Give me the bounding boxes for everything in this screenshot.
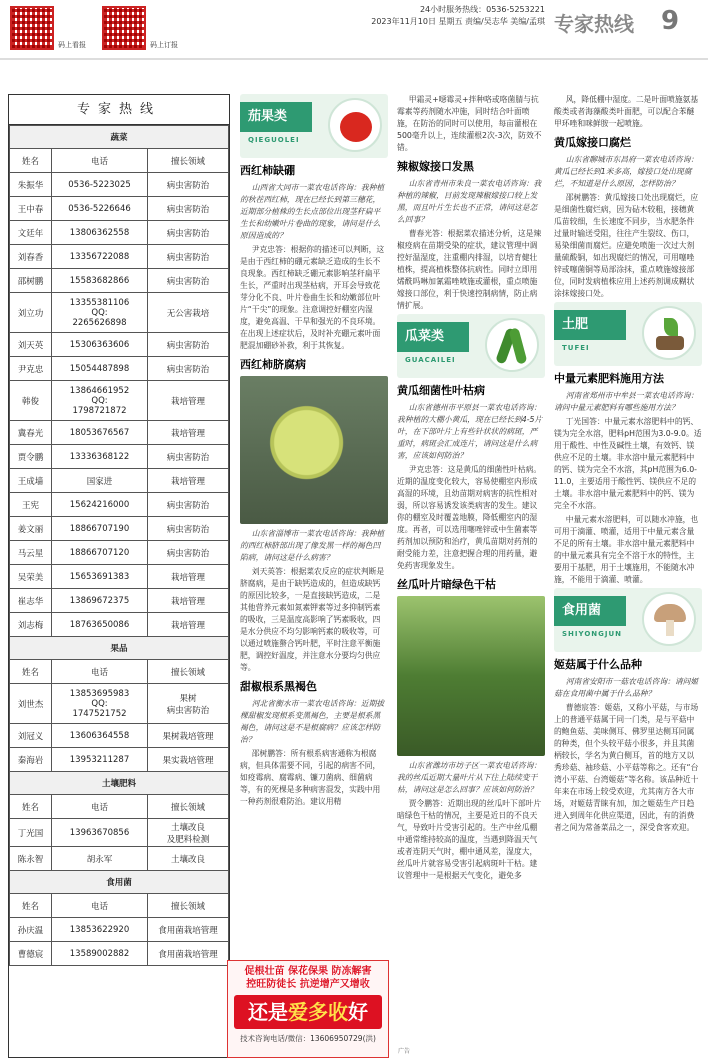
table-cell-name: 王成墙 <box>10 469 52 493</box>
article-answer: 邵树鹏答：所有根系病害通称为根腐病，但具体需要不同，引起的病害不同，如疫霉病、腐霉病、镰刀菌病、细菌病等，有的死棵是多种病害混发，实践中用一种药剂很难防治。建议用精 <box>240 749 381 806</box>
article-answer: 曹春光答：根据菜农描述分析，这是辣椒疫病在苗期受染的症状，建议管理中调控好温湿度，注重棚内排湿，以培育健壮植株，提高植株整体抗病性。同时立即用烯酰吗啉加氰霜唑喷施或灌根，重点喷施嫁接口部位，利于快速控制病情，防止病情扩展。 <box>397 229 542 310</box>
table-cell-name: 吴荣美 <box>10 565 52 589</box>
article-title: 中量元素肥料施用方法 <box>554 372 664 385</box>
table-row <box>10 918 229 942</box>
table-cell-name: 刘世杰 <box>10 684 52 724</box>
table-cell-field: 病虫害防治 <box>148 269 229 293</box>
table-cell-name: 刘冠义 <box>10 724 52 748</box>
qr-code-icon[interactable] <box>102 6 146 50</box>
article-answer: 邵树鹏答：黄瓜嫁接口处出现腐烂，应是细菌性腐烂病，因为砧木较粗，接穗黄瓜苗较细，生长速度不同步，当水肥条件过量时输送受阻，往往产生裂纹、伤口，易染细菌而腐烂。应避免喷施一次过大剂量硫酸铜，如出现腐烂的情况，可用噻唑锌或噻菌铜等局部涂抹，重点喷施嫁接部位，同时发病植株应用上述药剂调成糊状涂抹嫁接口处。 <box>554 193 699 298</box>
category-badge-tufei <box>554 302 702 366</box>
page-header <box>0 0 708 62</box>
table-row <box>10 565 229 589</box>
column-header: 擅长领域 <box>148 795 229 819</box>
table-cell-field: 病虫害防治 <box>148 517 229 541</box>
table-cell-field: 果树栽培管理 <box>148 724 229 748</box>
table-cell-tel[interactable]: 13853622920 <box>52 918 148 942</box>
column-header: 电话 <box>52 795 148 819</box>
table-cell-field: 病虫害防治 <box>148 541 229 565</box>
article-answer: 尹克忠答：根据你的描述可以判断，这是由于西红柿的硼元素缺乏造成的生长不良现象。西红柿缺乏硼元素影响茎秆扁平生长，严重时出现茎枯病，开耳会导致花芽分化不良、叶片卷曲生长和幼嫩部位叶片“干尖”的现象。注意调控好棚室内湿度，避免高温、干旱和强光的不良环境。在出现上述症状后，及时补充硼元素叶面肥混加硼砂补救，利于其恢复。 <box>240 245 385 350</box>
table-cell-tel[interactable]: 13336368122 <box>52 445 148 469</box>
table-row <box>10 589 229 613</box>
article-answer: 贾令鹏答：近期出现的丝瓜叶下部叶片暗绿色干枯的情况，主要是近日的不良天气，导致叶片受害引起的。生产中丝瓜棚中通常维持较高的温度，当遇到降温天气或者连阴天气时，棚中通风差，湿度大，丝瓜叶片就容易受害引起病斑叶干枯。建议管理中一是根据天气变化，避免多 <box>397 799 542 880</box>
table-row <box>10 381 229 421</box>
table-cell-field: 病虫害防治 <box>148 493 229 517</box>
table-cell-name: 邵树鹏 <box>10 269 52 293</box>
article-title: 西红柿缺硼 <box>240 164 295 177</box>
table-cell-name: 刘春香 <box>10 245 52 269</box>
table-cell-field: 无公害栽培 <box>148 293 229 333</box>
table-cell-tel[interactable]: 0536-5226646 <box>52 197 148 221</box>
table-cell-tel[interactable]: 15653691383 <box>52 565 148 589</box>
table-cell-tel[interactable]: 18866707120 <box>52 541 148 565</box>
table-cell-name: 刘志梅 <box>10 613 52 637</box>
badge-pinyin: GUACAILEI <box>405 356 456 364</box>
article-title: 丝瓜叶片暗绿色干枯 <box>397 578 496 591</box>
article-continued: 风，降低棚中湿度。二是叶面喷施氨基酸类或者海藻酸类叶面肥，可以配合苯醚甲环唑和咪鲜胺一起喷施。 <box>554 95 699 128</box>
article-question: 河南省郑州市中牟县一菜农电话咨询：请问中量元素肥料有哪些施用方法？ <box>554 391 699 412</box>
table-cell-field: 病虫害防治 <box>148 173 229 197</box>
table-cell-tel[interactable]: 13864661952 QQ: 1798721872 <box>52 381 148 421</box>
column-header: 姓名 <box>10 149 52 173</box>
hotline-text: 24小时服务热线：0536-5253221 <box>419 5 545 14</box>
article-answer: 尹克忠答：这是黄瓜的细菌性叶枯病。近期的温度变化较大，容易使棚室内形成高湿的环境，且幼苗期对病害的抗性相对弱，所以容易诱发该类病害的发生。建议你的棚室及时覆盖地膜，降低棚室内的湿度。再者，可以选用噻唑锌或中生菌素等药剂加以预防和治疗，黄瓜苗期对药剂的耐受能力差，注意把握合理的用药量，避免药害现象发生。 <box>397 465 542 570</box>
category-badge-qieguo <box>240 94 388 158</box>
table-cell-name: 王宪 <box>10 493 52 517</box>
table-cell-tel[interactable]: 13953211287 <box>52 748 148 772</box>
table-cell-name: 贾令鹏 <box>10 445 52 469</box>
section-title: 专家热线 <box>554 12 634 36</box>
table-cell-field: 栽培管理 <box>148 613 229 637</box>
table-cell-tel[interactable]: 13963670856 <box>52 819 148 847</box>
column-2 <box>397 94 545 884</box>
article-question: 山东省聊城市东昌府一菜农电话咨询：黄瓜已经长到1米多高，嫁接口处出现腐烂，不知道是什么原因，怎样防治？ <box>554 155 699 188</box>
table-row <box>10 245 229 269</box>
table-cell-tel[interactable]: 13589002882 <box>52 942 148 966</box>
article-title: 西红柿脐腐病 <box>240 358 306 371</box>
table-cell-field: 病虫害防治 <box>148 197 229 221</box>
column-header: 擅长领域 <box>148 149 229 173</box>
expert-table <box>9 125 229 966</box>
article-title: 姬菇属于什么品种 <box>554 658 642 671</box>
table-cell-tel[interactable]: 13355381106 QQ: 2265626898 <box>52 293 148 333</box>
article-question: 山西省大同市一菜农电话咨询：我种植的秋茬西红柿，现在已经长到第三穗花，近期部分植株的生长点部位出现茎秆扁平生长和幼嫩叶片卷曲的现象，请问是什么原因造成的？ <box>240 183 385 240</box>
cucumber-icon <box>485 318 539 372</box>
column-header: 姓名 <box>10 795 52 819</box>
table-row <box>10 613 229 637</box>
article-title: 甜椒根系黑褐色 <box>240 680 317 693</box>
table-row <box>10 847 229 871</box>
date-line: 2023年11月10日 星期五 责编/吴志华 美编/孟琪 <box>371 17 545 26</box>
column-header: 擅长领域 <box>148 894 229 918</box>
article-title: 黄瓜细菌性叶枯病 <box>397 384 485 397</box>
table-row <box>10 748 229 772</box>
table-cell-name: 文廷年 <box>10 221 52 245</box>
mushroom-icon <box>642 592 696 646</box>
table-cell-field: 病虫害防治 <box>148 245 229 269</box>
table-cell-tel[interactable]: 13356722088 <box>52 245 148 269</box>
table-cell-name: 崔志华 <box>10 589 52 613</box>
ad-slogan-pre: 还是 <box>248 1000 288 1024</box>
article-question: 山东省淄博市一菜农电话咨询：我种植的西红柿脐部出现了像发黑一样的褐色凹陷病，请问这是什么病害？ <box>240 529 385 562</box>
table-cell-field: 病虫害防治 <box>148 221 229 245</box>
table-row <box>10 942 229 966</box>
column-header: 电话 <box>52 660 148 684</box>
table-row <box>10 541 229 565</box>
badge-label: 茄果类 <box>240 102 312 132</box>
header-info <box>355 4 545 28</box>
table-cell-name: 刘立功 <box>10 293 52 333</box>
table-cell-field: 栽培管理 <box>148 381 229 421</box>
article-answer: 中量元素水溶肥料，可以随水冲施，也可用于滴灌、喷灌，适用于中量元素含量不足的所有土壤。非水溶中量元素肥料中的中量元素具有完全不溶于水的特性，主要用于基肥，用于土壤施用，不能随水冲施，不能用于滴灌、喷灌。 <box>554 515 699 584</box>
column-header: 电话 <box>52 149 148 173</box>
table-cell-name: 孙庆温 <box>10 918 52 942</box>
article-answer: 曹德宸答：姬菇，又称小平菇，与市场上的普通平菇属于同一门类，是与平菇中的鲍鱼菇、美味侧耳、佛罗里达侧耳同属的种类，但个头较平菇小很多，并且其菌柄较长，学名为黄白侧耳，首的地方又以秀珍菇、袖珍菇、小平菇等称之。还有“台湾小平菇、台湾姬菇”等名称。该品种近十年来在市场上较受欢迎，尤其南方各大市场，对姬菇青睐有加，加之姬菇生产日趋进入到周年化供应渠道，因此，有的消费者之间为常备菜品之一，深受食客欢迎。 <box>554 703 699 832</box>
article-answer: 刘天英答：根据菜农反应的症状判断是脐腐病，是由于缺钙造成的，但造成缺钙的原因比较多，一是直接缺钙造成，二是其他营养元素如氮素钾素等过多抑制钙素的吸收，三是温度高影响了钙素吸收，四是水分供应不均匀影响钙素的吸收等，可以通过喷施螯合钙叶肥，平时注意平衡施肥，调控好温度，并注意水分要均匀供应等。 <box>240 567 385 672</box>
column-header: 擅长领域 <box>148 660 229 684</box>
table-cell-name: 丁光国 <box>10 819 52 847</box>
article-answer: 丁光国答：中量元素水溶肥料中的钙、镁为完全水溶，肥料pH范围为3.0-9.0。适用于酸性、中性及碱性土壤，有效钙、镁供应不足的土壤。非水溶中量元素肥料中的钙、镁为完全不水溶，其pH范围为6.0-11.0，主要适用于酸性钙、镁供应不足的土壤。非水溶中量元素肥料中的钙、镁为完全不水溶。 <box>554 417 702 510</box>
ad-contact: 技术咨询电话/微信：13606950729(洪) <box>240 1034 376 1043</box>
table-cell-field: 病虫害防治 <box>148 445 229 469</box>
category-badge-shiyongjun <box>554 588 702 652</box>
badge-label: 食用菌 <box>554 596 626 626</box>
table-cell-tel[interactable]: 18866707190 <box>52 517 148 541</box>
table-cell-tel[interactable]: 13853695983 QQ: 1747521752 <box>52 684 148 724</box>
ad-line-2: 控旺防徒长 抗逆增产又增收 <box>246 979 370 990</box>
table-cell-name: 秦海岩 <box>10 748 52 772</box>
loofah-photo <box>397 596 545 756</box>
article-question: 山东省青州市朱良一菜农电话咨询：我种植的辣椒，目前发现辣椒嫁接口较上发黑，而且叶片生长也不正常，请问这是怎么回事？ <box>397 179 542 224</box>
category-badge-guacai <box>397 314 545 378</box>
column-header: 姓名 <box>10 894 52 918</box>
table-cell-tel[interactable]: 13869672375 <box>52 589 148 613</box>
table-cell-name: 姜文丽 <box>10 517 52 541</box>
table-cell-tel[interactable]: 胡永军 <box>52 847 148 871</box>
badge-label: 瓜菜类 <box>397 322 469 352</box>
tomato-icon <box>328 98 382 152</box>
ad-tag: 广告 <box>397 1048 410 1055</box>
table-cell-field: 栽培管理 <box>148 421 229 445</box>
table-cell-field: 栽培管理 <box>148 589 229 613</box>
table-row <box>10 724 229 748</box>
table-cell-tel[interactable]: 18763650086 <box>52 613 148 637</box>
badge-pinyin: SHIYONGJUN <box>562 630 623 638</box>
table-cell-tel[interactable]: 15054487898 <box>52 357 148 381</box>
table-row <box>10 357 229 381</box>
article-title: 黄瓜嫁接口腐烂 <box>554 136 631 149</box>
column-header: 姓名 <box>10 660 52 684</box>
qr-code-icon[interactable] <box>10 6 54 50</box>
article-question: 山东省德州市平原县一菜农电话咨询：我种植的大棚小黄瓜，现在已经长到4-5片叶，在下部叶片上有些针状状的病斑，严重时，病斑会汇成连片，请问这是什么病害，应该如何防治？ <box>397 403 543 460</box>
sprout-icon <box>642 306 696 360</box>
table-row <box>10 445 229 469</box>
qr2-caption: 码上订报 <box>150 41 178 49</box>
article-question: 河北省衡水市一菜农电话咨询：近期拔棵甜椒发现根系变黑褐色，主要是根系黑褐色，请问这是不是根腐病？应该怎样防治？ <box>240 699 385 744</box>
table-cell-tel[interactable]: 13806362558 <box>52 221 148 245</box>
table-cell-tel[interactable]: 15306363606 <box>52 333 148 357</box>
table-row <box>10 269 229 293</box>
table-cell-name: 韩俊 <box>10 381 52 421</box>
badge-pinyin: QIEGUOLEI <box>248 136 300 144</box>
article-question: 山东省潍坊市坊子区一菜农电话咨询：我的丝瓜近期大量叶片从下往上陆续变干枯，请问这是怎么回事？应该如何防治？ <box>397 761 542 794</box>
table-cell-tel[interactable]: 15583682866 <box>52 269 148 293</box>
header-divider <box>0 58 708 60</box>
table-cell-tel[interactable]: 国家进 <box>52 469 148 493</box>
table-cell-tel[interactable]: 0536-5223025 <box>52 173 148 197</box>
article-question: 河南省安阳市一菇农电话咨询：请问姬菇在食用菌中属于什么品种？ <box>554 677 699 698</box>
table-cell-field: 病虫害防治 <box>148 333 229 357</box>
article-continued: 甲霜灵+噁霉灵+拌种咯或咯菌腈与抗霉素等药剂随水冲施，同时结合叶面喷施，在防治的同时可以使用，每亩灌根在500毫升以上，连续灌根2次-3次，防效不错。 <box>397 95 542 152</box>
table-section-header: 蔬菜 <box>10 126 229 149</box>
table-cell-name: 曹德宸 <box>10 942 52 966</box>
table-row <box>10 684 229 724</box>
table-cell-tel[interactable]: 13606364558 <box>52 724 148 748</box>
table-cell-name: 刘天英 <box>10 333 52 357</box>
table-row <box>10 469 229 493</box>
table-cell-name: 尹克忠 <box>10 357 52 381</box>
table-cell-name: 王中春 <box>10 197 52 221</box>
table-cell-field: 食用菌栽培管理 <box>148 942 229 966</box>
ad-line-1: 促根壮苗 保花保果 防冻解害 <box>244 966 372 977</box>
column-3 <box>554 94 702 836</box>
table-row <box>10 197 229 221</box>
table-cell-field: 病虫害防治 <box>148 357 229 381</box>
ad-slogan-post: 好 <box>348 1000 368 1024</box>
table-cell-field: 果实栽培管理 <box>148 748 229 772</box>
table-cell-name: 陈永智 <box>10 847 52 871</box>
table-cell-name: 朱振华 <box>10 173 52 197</box>
table-section-header: 土壤肥料 <box>10 772 229 795</box>
table-cell-tel[interactable]: 15624216000 <box>52 493 148 517</box>
table-cell-field: 果树 病虫害防治 <box>148 684 229 724</box>
column-1 <box>240 94 388 810</box>
table-row <box>10 293 229 333</box>
advertisement[interactable] <box>227 960 410 1058</box>
qr1-caption: 码上看报 <box>58 41 86 49</box>
tomato-photo <box>240 376 388 524</box>
table-cell-field: 土壤改良 <box>148 847 229 871</box>
table-title: 专家热线 <box>9 95 229 125</box>
table-row <box>10 421 229 445</box>
expert-hotline-table <box>8 94 230 1058</box>
table-row <box>10 819 229 847</box>
badge-label: 土肥 <box>554 310 626 340</box>
table-cell-field: 土壤改良 及肥料检测 <box>148 819 229 847</box>
ad-slogan <box>234 995 382 1029</box>
table-row <box>10 333 229 357</box>
article-title: 辣椒嫁接口发黑 <box>397 160 474 173</box>
table-cell-name: 马云星 <box>10 541 52 565</box>
table-cell-field: 栽培管理 <box>148 469 229 493</box>
badge-pinyin: TUFEI <box>562 344 590 352</box>
table-cell-tel[interactable]: 18053676567 <box>52 421 148 445</box>
table-row <box>10 221 229 245</box>
table-row <box>10 493 229 517</box>
table-section-header: 果品 <box>10 637 229 660</box>
table-section-header: 食用菌 <box>10 871 229 894</box>
column-header: 电话 <box>52 894 148 918</box>
page-number: 9 <box>661 6 680 36</box>
ad-brand: 爱多收 <box>288 1000 348 1024</box>
table-cell-field: 食用菌栽培管理 <box>148 918 229 942</box>
table-row <box>10 173 229 197</box>
table-cell-field: 栽培管理 <box>148 565 229 589</box>
table-cell-name: 冀春光 <box>10 421 52 445</box>
table-row <box>10 517 229 541</box>
